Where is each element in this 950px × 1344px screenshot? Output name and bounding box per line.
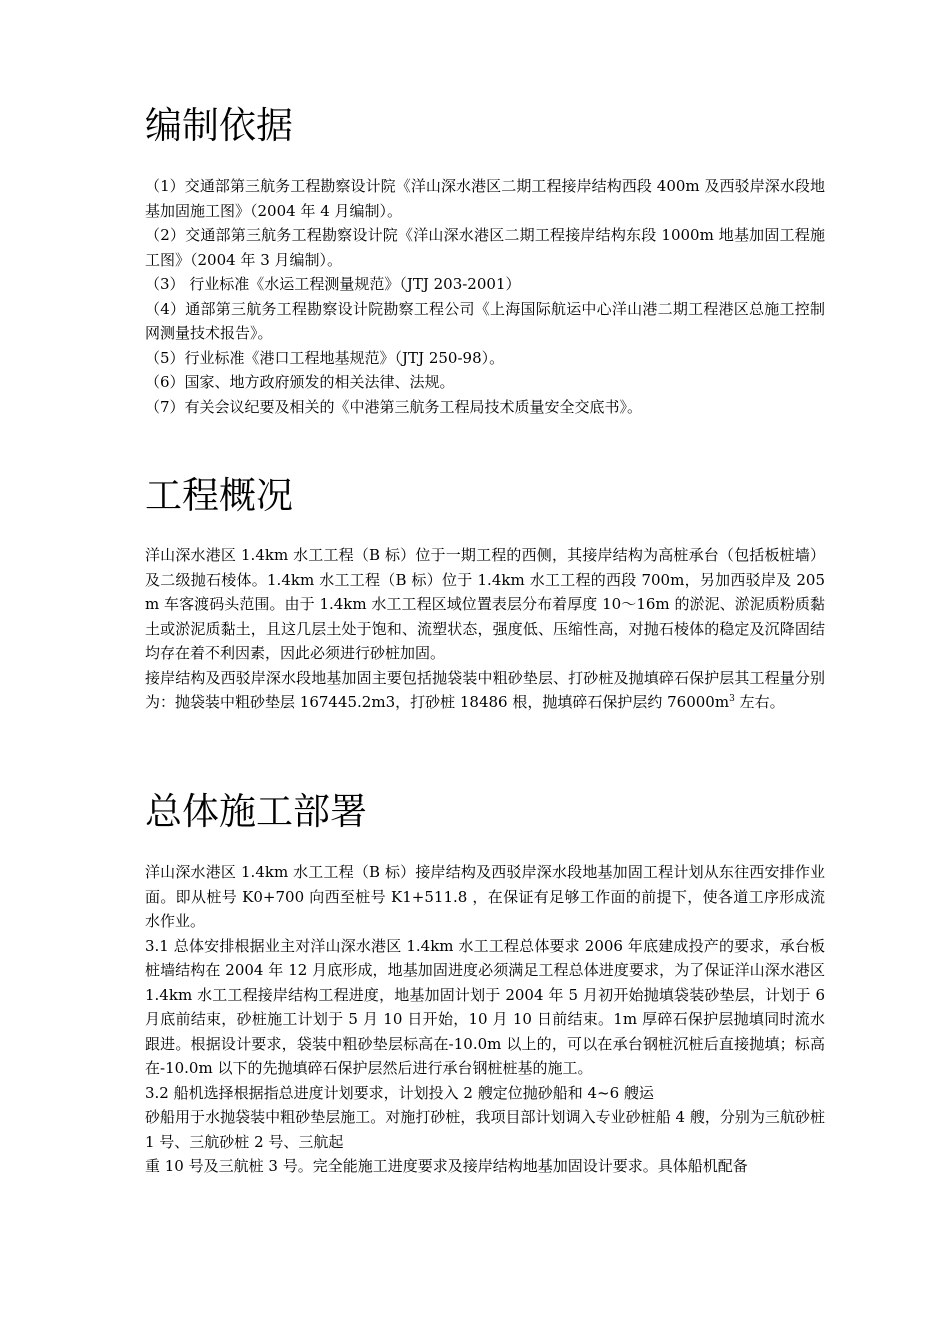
paragraph: 3.2 船机选择根据指总进度计划要求，计划投入 2 艘定位抛砂船和 4~6 艘运 — [145, 1083, 654, 1102]
paragraph-tail: 左右。 — [734, 693, 785, 711]
paragraph: 洋山深水港区 1.4km 水工工程（B 标）接岸结构及西驳岸深水段地基加固工程计划从东往西安排作业面。即从桩号 K0+700 向西至桩号 K1+511.8 ，在保证有足够工作面的前提下，使各道工序形成流水作业。 — [145, 863, 825, 930]
paragraph: （7）有关会议纪要及相关的《中港第三航务工程局技术质量安全交底书》。 — [145, 397, 643, 416]
paragraph: 3.1 总体安排根据业主对洋山深水港区 1.4km 水工工程总体要求 2006 年底建成投产的要求，承台板桩墙结构在 2004 年 12 月底形成，地基加固进度必须满足工程总体进度要求，为了保证洋山深水港区 1.4km 水工工程接岸结构工程进度，地基加固计划于 2004 年 5 月初开始抛填袋装砂垫层，计划于 6 月底前结束，砂桩施工计划于 5 月 10 日开始，10 月 10 日前结束。1m 厚碎石保护层抛填同时流水跟进。根据设计要求，袋装中粗砂垫层标高在-10.0m 以上的，可以在承台钢桩沉桩后直接抛填；标高在-10.0m 以下的先抛填碎石保护层然后进行承台钢桩桩基的施工。 — [145, 936, 825, 1077]
paragraph: （1）交通部第三航务工程勘察设计院《洋山深水港区二期工程接岸结构西段 400m 及西驳岸深水段地基加固施工图》（2004 年 4 月编制）。 — [145, 177, 825, 220]
paragraph: （2）交通部第三航务工程勘察设计院《洋山深水港区二期工程接岸结构东段 1000m 地基加固工程施工图》（2004 年 3 月编制）。 — [145, 226, 825, 269]
section-body-overview — [145, 543, 825, 715]
paragraph — [145, 666, 825, 715]
section-heading-deployment: 总体施工部署 — [145, 790, 367, 833]
paragraph: 重 10 号及三航桩 3 号。完全能施工进度要求及接岸结构地基加固设计要求。具体船机配备 — [145, 1157, 748, 1175]
paragraph: 砂船用于水抛袋装中粗砂垫层施工。对施打砂桩，我项目部计划调入专业砂桩船 4 艘，分别为三航砂桩 1 号、三航砂桩 2 号、三航起 — [145, 1108, 825, 1151]
superscript: 3 — [729, 694, 735, 704]
paragraph: （4）通部第三航务工程勘察设计院勘察工程公司《上海国际航运中心洋山港二期工程港区总施工控制网测量技术报告》。 — [145, 299, 825, 342]
section-heading-basis: 编制依据 — [145, 104, 293, 147]
paragraph: （6）国家、地方政府颁发的相关法律、法规。 — [145, 373, 455, 391]
paragraph: （3） 行业标准《水运工程测量规范》（JTJ 203-2001） — [145, 275, 521, 293]
paragraph: 洋山深水港区 1.4km 水工工程（B 标）位于一期工程的西侧，其接岸结构为高桩承台（包括板桩墙）及二级抛石棱体。1.4km 水工工程（B 标）位于 1.4km 水工工程的西段 700m，另加西驳岸及 205m 车客渡码头范围。由于 1.4km 水工工程区域位置表层分布着厚度 10～16m 的淤泥、淤泥质粉质黏土或淤泥质黏土，且这几层土处于饱和、流塑状态，强度低、压缩性高，对抛石棱体的稳定及沉降固结均存在着不利因素，因此必须进行砂桩加固。 — [145, 546, 825, 662]
section-body-basis — [145, 174, 825, 419]
section-heading-overview: 工程概况 — [145, 474, 293, 517]
section-body-deployment — [145, 860, 825, 1179]
paragraph: （5）行业标准《港口工程地基规范》（JTJ 250-98）。 — [145, 348, 505, 367]
paragraph-text: 接岸结构及西驳岸深水段地基加固主要包括抛袋装中粗砂垫层、打砂桩及抛填碎石保护层其工程量分别为：抛袋装中粗砂垫层 167445.2m3，打砂桩 18486 根，抛填碎石保护层约 76000m — [145, 668, 825, 711]
